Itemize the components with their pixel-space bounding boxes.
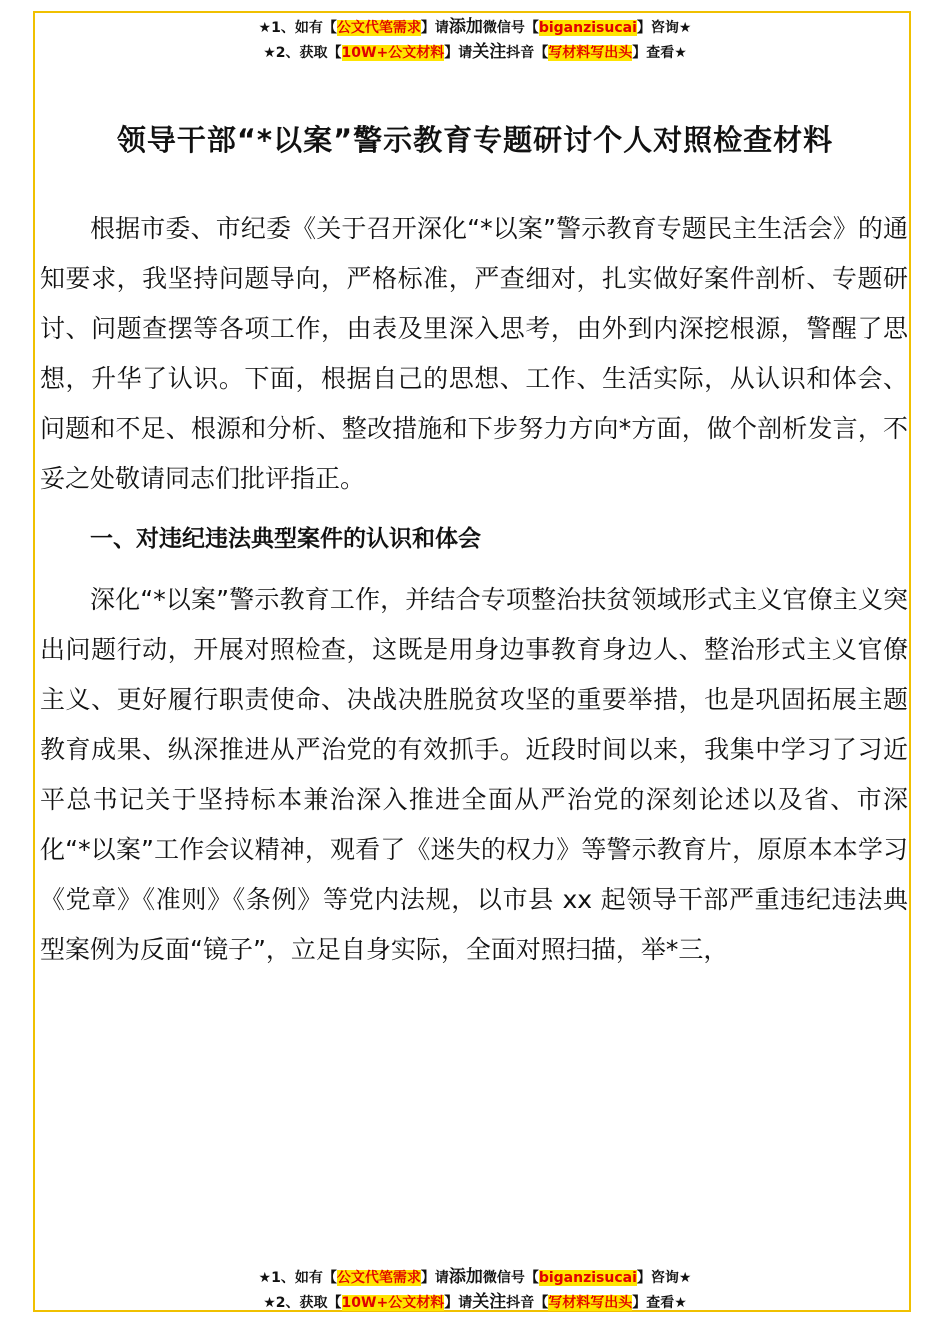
banner-emphasis: 添加	[448, 1267, 483, 1287]
banner-text: 抖音【	[506, 45, 549, 61]
banner-line-1	[0, 15, 950, 40]
document-title: 领导干部“*以案”警示教育专题研讨个人对照检查材料	[116, 123, 834, 157]
highlight-materials: 10W+公文材料	[341, 1295, 445, 1311]
banner-text: 2、获取【	[275, 45, 342, 61]
banner-text: 2、获取【	[275, 1295, 342, 1311]
banner-text: 微信号【	[482, 1270, 539, 1286]
banner-text: 1、如有【	[271, 20, 337, 36]
banner-line-2	[0, 40, 950, 65]
intro-paragraph: 根据市委、市纪委《关于召开深化“*以案”警示教育专题民主生活会》的通知要求，我坚持问题导向，严格标准，严查细对，扎实做好案件剖析、专题研讨、问题查摆等各项工作，由表及里深入思考，由外到内深挖根源，警醒了思想，升华了认识。下面，根据自己的思想、工作、生活实际，从认识和体会、问题和不足、根源和分析、整改措施和下步努力方向*方面，做个剖析发言，不妥之处敬请同志们批评指正。	[40, 214, 908, 493]
highlight-wechat-id: biganzisucai	[538, 1270, 637, 1286]
star-icon: ★	[258, 1270, 272, 1286]
banner-text: 】查看★	[632, 1295, 687, 1311]
banner-emphasis: 关注	[472, 42, 507, 62]
highlight-service: 公文代笔需求	[336, 20, 421, 36]
banner-text: 】查看★	[632, 45, 687, 61]
star-icon: ★	[258, 20, 272, 36]
star-icon: ★	[263, 1295, 276, 1311]
banner-text: 】咨询★	[636, 1270, 692, 1286]
bottom-banner	[0, 1265, 950, 1315]
star-icon: ★	[263, 45, 276, 61]
banner-line-1	[0, 1265, 950, 1290]
banner-text: 】请	[444, 1295, 473, 1311]
banner-text: 】咨询★	[636, 20, 692, 36]
banner-text: 】请	[420, 20, 449, 36]
highlight-materials: 10W+公文材料	[341, 45, 445, 61]
banner-text: 微信号【	[482, 20, 539, 36]
banner-emphasis: 添加	[448, 17, 483, 37]
section-paragraph: 深化“*以案”警示教育工作，并结合专项整治扶贫领域形式主义官僚主义突出问题行动，开展对照检查，这既是用身边事教育身边人、整治形式主义官僚主义、更好履行职责使命、决战决胜脱贫攻坚的重要举措，也是巩固拓展主题教育成果、纵深推进从严治党的有效抓手。近段时间以来，我集中学习了习近平总书记关于坚持标本兼治深入推进全面从严治党的深刻论述以及省、市深化“*以案”工作会议精神，观看了《迷失的权力》等警示教育片，原原本本学习《党章》《准则》《条例》等党内法规，以市县 xx 起领导干部严重违纪违法典型案例为反面“镜子”，立足自身实际，全面对照扫描，举*三，	[40, 585, 908, 964]
highlight-service: 公文代笔需求	[336, 1270, 421, 1286]
highlight-douyin: 写材料写出头	[548, 1295, 633, 1311]
banner-text: 】请	[444, 45, 473, 61]
banner-text: 】请	[420, 1270, 449, 1286]
top-banner	[0, 15, 950, 65]
banner-text: 抖音【	[506, 1295, 549, 1311]
banner-line-2	[0, 1290, 950, 1315]
section-heading: 一、对违纪违法典型案件的认识和体会	[90, 526, 481, 552]
highlight-wechat-id: biganzisucai	[538, 20, 637, 36]
banner-text: 1、如有【	[271, 1270, 337, 1286]
banner-emphasis: 关注	[472, 1292, 507, 1312]
highlight-douyin: 写材料写出头	[548, 45, 633, 61]
